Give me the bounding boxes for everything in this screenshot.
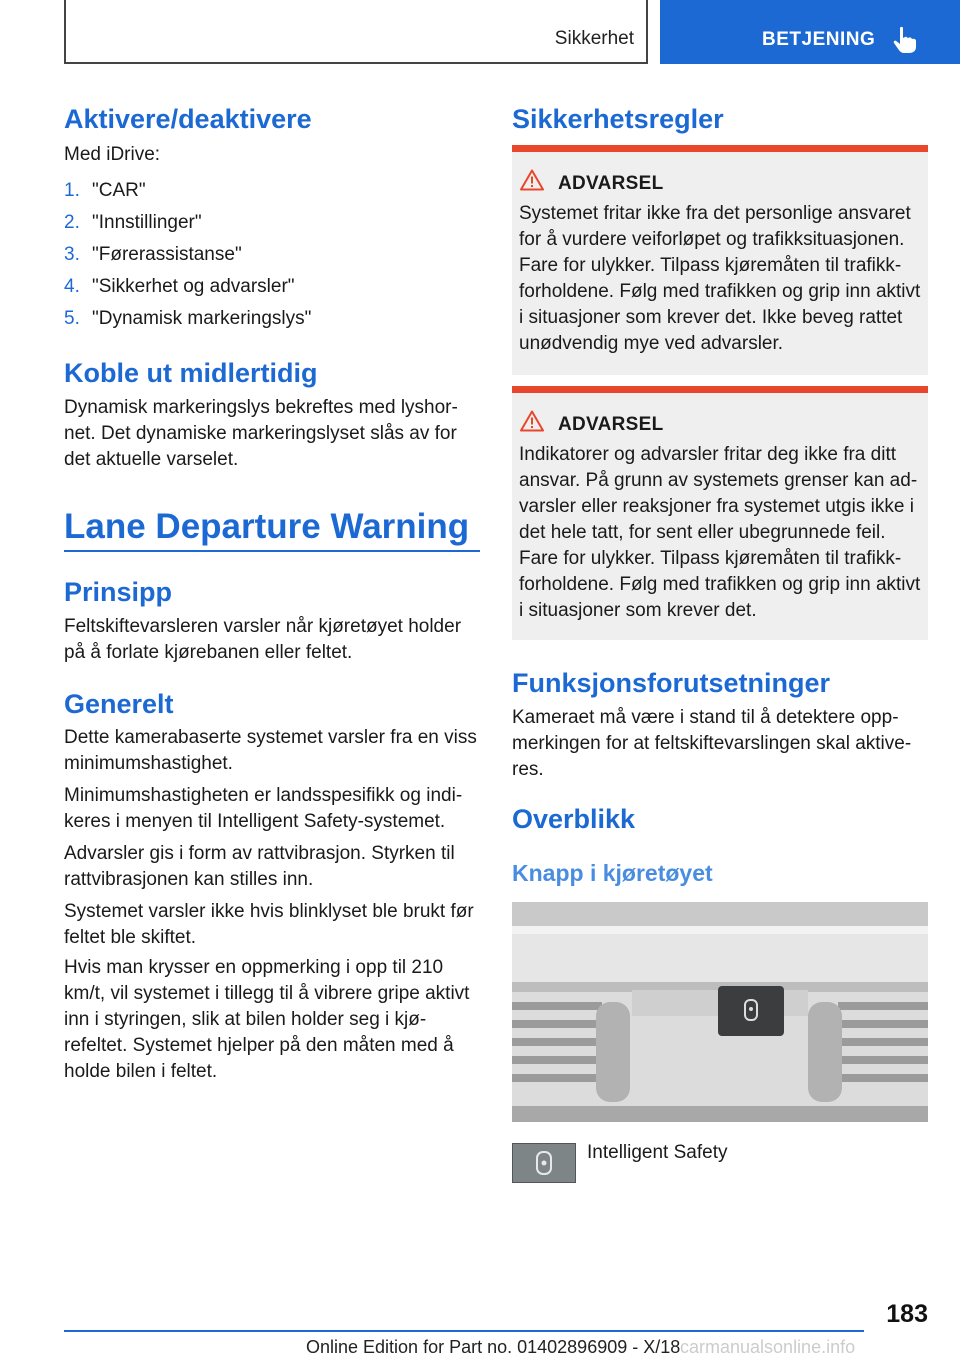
list-item: 4. "Sikkerhet og advarsler" — [64, 276, 295, 297]
warning-box — [512, 386, 928, 640]
heading-button-in-vehicle: Knapp i kjøretøyet — [512, 860, 713, 886]
hand-pointer-icon — [892, 26, 918, 54]
chapter-title: BETJENING — [762, 29, 876, 50]
warning-triangle-icon — [520, 169, 544, 191]
list-item: 2. "Innstillinger" — [64, 212, 202, 233]
warning-triangle-icon — [520, 410, 544, 432]
page-number: 183 — [886, 1300, 928, 1328]
heading-function-requirements: Funksjonsforutsetninger — [512, 668, 831, 698]
general-paragraph-5: Hvis man krysser en oppmerking i opp til 210 km/t, vil systemet i tillegg til å vibrere gripe aktivt inn i styringen, slik at bilen holder seg i kjørefeltet. Systemet hjelper på den måten med å holde bilen i feltet. — [64, 957, 470, 1082]
header-section-tab — [64, 0, 648, 64]
principle-text: Feltskiftevarsleren varsler når kjøretøyet holder på å forlate kjørebanen eller feltet. — [64, 616, 462, 663]
warning-bar — [512, 145, 928, 152]
heading-rule — [64, 550, 480, 552]
heading-principle: Prinsipp — [64, 577, 173, 607]
intelligent-safety-button-icon — [512, 1143, 576, 1183]
warning-text: Systemet fritar ikke fra det personlige ansvaret for å vurdere veiforløpet og trafikksituasjonen. Fare for ulykker. Tilpass kjøremåten til trafikkforholdene. Følg med trafikken og grip inn aktivt i situasjoner som krever det. Ikke beveg rattet unødvendig mye ved advarsler. — [519, 203, 921, 354]
warning-title: ADVARSEL — [558, 414, 664, 435]
heading-safety-rules: Sikkerhetsregler — [512, 104, 724, 134]
warning-bar — [512, 386, 928, 393]
section-title: Sikkerhet — [554, 28, 634, 49]
intelligent-safety-label: Intelligent Safety — [587, 1142, 728, 1163]
footer-edition: Online Edition for Part no. 01402896909 - X/18 — [306, 1337, 681, 1357]
heading-activate: Aktivere/deaktivere — [64, 104, 312, 134]
function-requirements-text: Kameraet må være i stand til å detektere oppmerkingen for at feltskiftevarslingen skal aktiveres. — [512, 707, 912, 780]
disconnect-text: Dynamisk markeringslys bekreftes med lyshornet. Det dynamiske markeringslyset slås av for det aktuelle varselet. — [64, 397, 458, 470]
general-paragraph-2: Minimumshastigheten er landsspesifikk og indikeres i menyen til Intelligent Safety-systemet. — [64, 785, 463, 832]
warning-title: ADVARSEL — [558, 173, 664, 194]
warning-box — [512, 145, 928, 375]
general-paragraph-1: Dette kamerabaserte systemet varsler fra en viss minimumshastighet. — [64, 727, 477, 774]
watermark: carmanualsonline.info — [680, 1337, 856, 1357]
heading-overview: Overblikk — [512, 804, 636, 834]
header-chapter-tab — [660, 0, 960, 64]
warning-text: Indikatorer og advarsler fritar deg ikke fra ditt ansvar. På grunn av systemets grenser kan advarsler eller reaksjoner fra systemet utgis ikke i det hele tatt, for sent eller ubegrunnede feil. Fare for ulykker. Tilpass kjøremåten til trafikkforholdene. Følg med trafikken og grip inn aktivt i situasjoner som krever det. — [519, 444, 921, 621]
heading-disconnect: Koble ut midlertidig — [64, 358, 318, 388]
list-item: 3. "Førerassistanse" — [64, 244, 242, 265]
heading-general: Generelt — [64, 689, 174, 719]
general-paragraph-4: Systemet varsler ikke hvis blinklyset ble brukt før feltet ble skiftet. — [64, 901, 474, 948]
heading-lane-departure-warning: Lane Departure Warning — [64, 507, 470, 546]
vehicle-button-photo — [512, 902, 928, 1122]
idrive-label: Med iDrive: — [64, 144, 161, 165]
list-item: 5. "Dynamisk markeringslys" — [64, 308, 312, 329]
list-item: 1. "CAR" — [64, 180, 146, 201]
footer-rule — [64, 1330, 864, 1332]
general-paragraph-3: Advarsler gis i form av rattvibrasjon. Styrken til rattvibrasjonen kan stilles inn. — [64, 843, 455, 890]
